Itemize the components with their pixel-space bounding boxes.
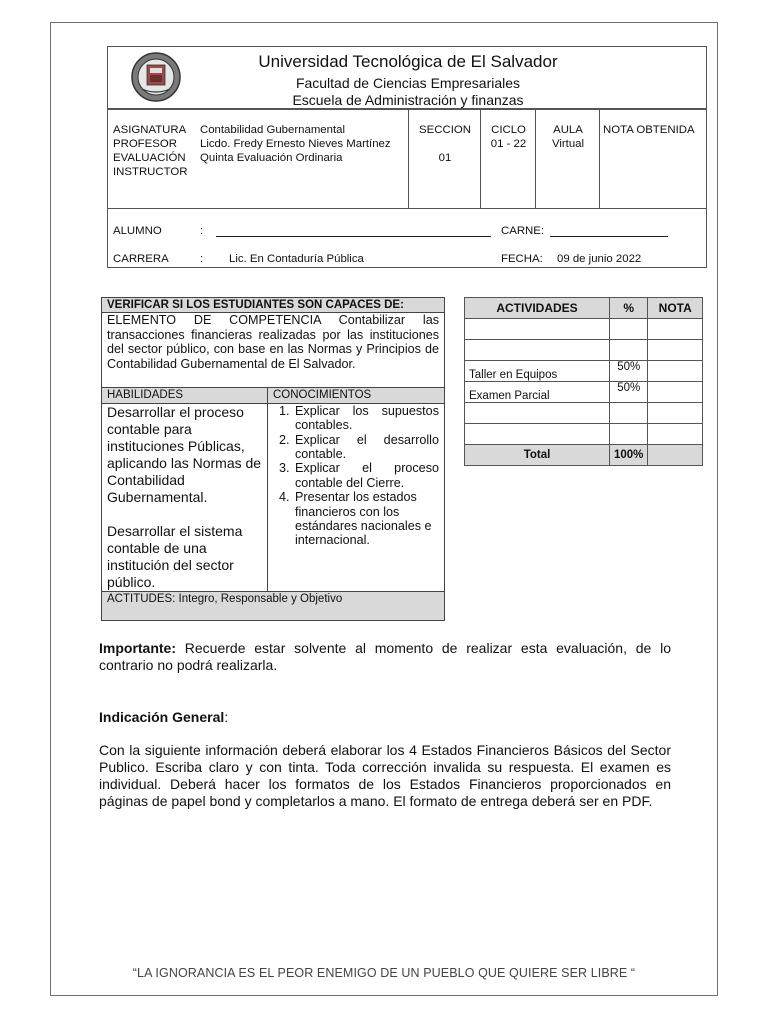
fecha-label: FECHA: bbox=[501, 253, 543, 265]
conocimiento-item: 3. Explicar el proceso contable del Cierre. bbox=[293, 461, 439, 490]
nota-taller[interactable] bbox=[648, 361, 703, 382]
indicacion-heading: Indicación General: bbox=[99, 709, 229, 725]
seccion-value: 01 bbox=[438, 152, 452, 164]
table-row bbox=[465, 340, 703, 361]
habilidad-1: Desarrollar el proceso contable para instituciones Públicas, aplicando las Normas de Contabilidad Gubernamental. bbox=[107, 403, 262, 505]
porcentaje-header: % bbox=[610, 298, 648, 319]
actividad-taller: Taller en Equipos bbox=[465, 361, 610, 382]
conocimiento-item: 4. Presentar los estados financieros con los estándares nacionales e internacional. bbox=[293, 490, 439, 548]
nota-header: NOTA bbox=[648, 298, 703, 319]
total-nota[interactable] bbox=[648, 445, 703, 466]
conocimientos-header: CONOCIMIENTOS bbox=[268, 388, 445, 403]
conocimiento-item: 2. Explicar el desarrollo contable. bbox=[293, 433, 439, 462]
importante-label: Importante: bbox=[99, 640, 176, 656]
importante-text: Recuerde estar solvente al momento de realizar esta evaluación, de lo contrario no podrá realizarla. bbox=[99, 640, 671, 673]
indicacion-paragraph: Con la siguiente información deberá elaborar los 4 Estados Financieros Básicos del Sector Publico. Escriba claro y con tinta. Toda corrección invalida su respuesta. El examen es individual. Deberá hacer los formatos de los Estados Financieros proporcionados en páginas de papel bond y completarlos a mano. El formato de entrega deberá ser en PDF. bbox=[99, 742, 671, 809]
school-name: Escuela de Administración y finanzas bbox=[292, 92, 524, 108]
ciclo-value: 01 - 22 bbox=[490, 138, 527, 150]
indicacion-label: Indicación General bbox=[99, 709, 225, 725]
table-row bbox=[465, 382, 703, 403]
seccion-label: SECCION bbox=[419, 124, 471, 136]
university-name: Universidad Tecnológica de El Salvador bbox=[258, 52, 558, 71]
label-asignatura: ASIGNATURA bbox=[113, 124, 187, 136]
profesor-value: Licdo. Fredy Ernesto Nieves Martínez bbox=[200, 138, 391, 150]
aula-value: Virtual bbox=[551, 138, 585, 150]
nota-obtenida-label: NOTA OBTENIDA bbox=[603, 124, 695, 136]
label-profesor: PROFESOR bbox=[113, 138, 177, 150]
fecha-value: 09 de junio 2022 bbox=[557, 253, 642, 265]
aula-label: AULA bbox=[553, 124, 583, 136]
label-evaluacion: EVALUACIÓN bbox=[113, 152, 186, 164]
carne-label: CARNE: bbox=[501, 225, 545, 237]
habilidades-header: HABILIDADES bbox=[102, 388, 268, 403]
ciclo-label: CICLO bbox=[491, 124, 526, 136]
asignatura-value: Contabilidad Gubernamental bbox=[200, 124, 346, 136]
habilidad-2: Desarrollar el sistema contable de una institución del sector público. bbox=[107, 522, 243, 590]
carne-input-line[interactable] bbox=[550, 236, 668, 237]
pct-taller: 50% bbox=[610, 361, 648, 382]
alumno-input-line[interactable] bbox=[216, 236, 491, 237]
carrera-value: Lic. En Contaduría Pública bbox=[229, 253, 364, 265]
total-label: Total bbox=[465, 445, 610, 466]
elemento-competencia: ELEMENTO DE COMPETENCIA Contabilizar las transacciones financieras realizadas por las instituciones del sector público, con base en las Normas y Principios de Contabilidad Gubernamental de El Salvador. bbox=[102, 313, 445, 388]
carrera-label: CARRERA bbox=[113, 253, 169, 265]
conocimientos-cell bbox=[268, 403, 445, 591]
table-row bbox=[465, 361, 703, 382]
nota-examen[interactable] bbox=[648, 382, 703, 403]
habilidades-cell bbox=[102, 403, 268, 591]
actividad-examen: Examen Parcial bbox=[465, 382, 610, 403]
table-row bbox=[465, 403, 703, 424]
actitudes-row: ACTITUDES: Integro, Responsable y Objetivo bbox=[102, 591, 445, 620]
competencia-table bbox=[101, 297, 445, 621]
competencia-title: VERIFICAR SI LOS ESTUDIANTES SON CAPACES DE: bbox=[102, 298, 445, 313]
footer-quote: “LA IGNORANCIA ES EL PEOR ENEMIGO DE UN PUEBLO QUE QUIERE SER LIBRE “ bbox=[132, 966, 636, 980]
conocimiento-item: 1. Explicar los supuestos contables. bbox=[293, 404, 439, 433]
importante-paragraph bbox=[99, 640, 671, 674]
table-row bbox=[465, 424, 703, 445]
total-pct: 100% bbox=[610, 445, 648, 466]
pct-examen: 50% bbox=[610, 382, 648, 403]
table-row bbox=[465, 319, 703, 340]
alumno-label: ALUMNO bbox=[113, 225, 162, 237]
carrera-colon: : bbox=[200, 253, 204, 265]
evaluacion-value: Quinta Evaluación Ordinaria bbox=[200, 152, 343, 164]
label-instructor: INSTRUCTOR bbox=[113, 166, 188, 178]
alumno-colon: : bbox=[200, 225, 204, 237]
actividades-header: ACTIVIDADES bbox=[465, 298, 610, 319]
faculty-name: Facultad de Ciencias Empresariales bbox=[295, 75, 521, 91]
actividades-table bbox=[464, 297, 703, 466]
